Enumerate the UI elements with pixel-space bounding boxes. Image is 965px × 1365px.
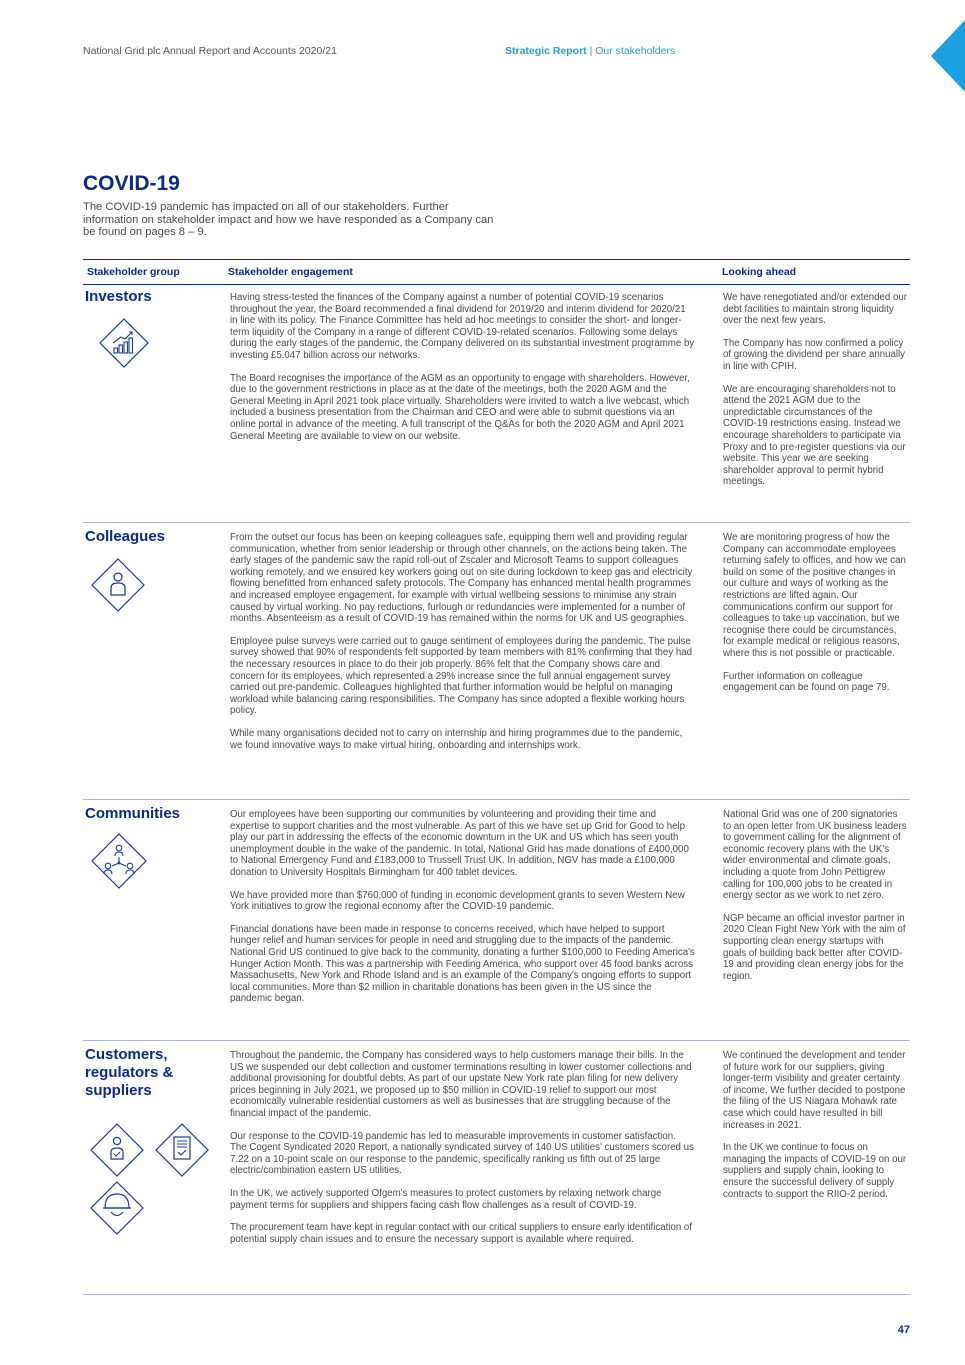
paragraph: While many organisations decided not to carry on internship and hiring programmes due to the pandemic, we found innovative ways to make virtual hiring, onboarding and internships work. bbox=[230, 727, 683, 751]
paragraph: The procurement team have kept in regular contact with our critical suppliers to ensure early identification of potential supply chain issues and to ensure the necessary support is available where required. bbox=[230, 1222, 693, 1245]
paragraph: We are encouraging shareholders not to attend the 2021 AGM due to the unpredictable circumstances of the COVID-19 restrictions easing. Instead we encourage shareholders to participate via Proxy and to pre-register questions via our website. This year we are seeking shareholder approval to permit hybrid meetings. bbox=[723, 383, 906, 488]
intro-paragraph: The COVID-19 pandemic has impacted on all of our stakeholders. Further information on stakeholder impact and how we have responded as a Company can be found on pages 8 – 9. bbox=[83, 201, 494, 238]
subsection-label[interactable]: Our stakeholders bbox=[595, 45, 676, 57]
paragraph: Throughout the pandemic, the Company has considered ways to help customers manage their bills. In the US we suspended our debt collection and customer terminations resulting in lower customer collections and additional provisioning for doubtful debts. As part of our upstate New York rate plan filing for new delivery prices beginning in July 2021, we proposed up to $50 million in COVID-19 relief to support our most economically vulnerable residential customers as well as businesses that are struggling because of the financial impact of the pandemic. bbox=[230, 1050, 692, 1119]
paragraph: We continued the development and tender of future work for our suppliers, giving longer-term visibility and greater certainty of income. We further decided to postpone the filing of the US Niagara Mohawk rate case which could have resulted in bill increases in 2021. bbox=[723, 1050, 906, 1131]
bar-chart-growth-icon bbox=[99, 318, 149, 368]
page-number: 47 bbox=[897, 1324, 910, 1336]
paragraph: We have provided more than $760,000 of funding in economic development grants to seven Western New York initiatives to grow the regional economy after the COVID-19 pandemic. bbox=[230, 889, 685, 913]
looking-ahead-text bbox=[723, 1050, 908, 1211]
table-row-communities bbox=[83, 801, 910, 1041]
looking-ahead-text bbox=[723, 292, 908, 499]
section-label[interactable]: Strategic Report bbox=[505, 45, 587, 57]
community-network-icon bbox=[91, 833, 147, 889]
report-title: National Grid plc Annual Report and Accounts 2020/21 bbox=[83, 45, 337, 57]
col-header-ahead: Looking ahead bbox=[722, 266, 797, 278]
group-title: Investors bbox=[85, 288, 152, 305]
table-row-investors bbox=[83, 284, 910, 523]
paragraph: National Grid was one of 200 signatories to an open letter from UK business leaders to government calling for the alignment of economic recovery plans with the UK's wider environmental and climate goals, including a quote from John Pettigrew calling for 100,000 jobs to be created in energy sector as we work to net zero. bbox=[723, 809, 907, 902]
breadcrumb-separator: | bbox=[586, 45, 596, 57]
paragraph: Having stress-tested the finances of the Company against a number of potential COVID-19 scenarios throughout the year, the Board recommended a final dividend for 2019/20 and interim dividend for 2020/21 in line with its policy. The Finance Committee has held ad hoc meetings to consider the short- and longer-term liquidity of the Company in a range of different COVID-19-related scenarios. Following some delays during the early stages of the pandemic, the Company delivered on its substantial investment programme by investing £5.047 billion across our networks. bbox=[230, 292, 695, 361]
table-header bbox=[83, 259, 910, 285]
paragraph: NGP became an official investor partner in 2020 Clean Fight New York with the aim of supporting clean energy startups with goals of building back better after COVID-19 and providing clean energy jobs for the region. bbox=[723, 912, 906, 982]
paragraph: Financial donations have been made in response to concerns received, which have helped to support hunger relief and human services for people in need and struggling due to the impacts of the pandemic. National Grid US continued to give back to the community, donating a further $100,000 to Feeding America's Hunger Action Month. This was a partnership with Feeding America, who support over 45 food banks across Massachusetts, New York and Rhode Island and is an example of the Company's ongoing efforts to support local communities. More than $2 million in charitable donations has been given in the US since the pandemic began. bbox=[230, 923, 695, 1005]
col-header-group: Stakeholder group bbox=[87, 266, 180, 278]
section-breadcrumb bbox=[505, 45, 675, 57]
paragraph: We have renegotiated and/or extended our debt facilities to maintain strong liquidity over the next few years. bbox=[723, 292, 908, 327]
paragraph: From the outset our focus has been on keeping colleagues safe, equipping them well and providing regular communication, whether from senior leadership or through other channels, on the actions being taken. The early stages of the pandemic saw the rapid roll-out of Zscaler and Microsoft Teams to support colleagues working remotely, and we ensured key workers going out on site during lockdown to keep gas and electricity flowing benefitted from enhanced safety protocols. The Company has enhanced mental health programmes and increased employee engagement, for example with virtual wellbeing sessions to minimise any strain caused by virtual working. No pay reductions, furlough or redundancies were implemented for a number of months. Absenteeism as a result of COVID-19 has remained within the norms for UK and US geographies. bbox=[230, 532, 693, 625]
col-header-engagement: Stakeholder engagement bbox=[228, 266, 353, 278]
supplier-hardhat-icon bbox=[91, 1182, 143, 1234]
engagement-text bbox=[230, 1050, 695, 1256]
paragraph: Employee pulse surveys were carried out to gauge sentiment of employees during the pandemic. The pulse survey showed that 90% of respondents felt supported by team members with 81% confirming that they had the necessary resources in place to do their job properly. 86% felt that the Company shows care and concern for its employees, which represented a 29% increase since the full annual engagement survey carried out pre-pandemic. Colleagues highlighted that further information would be helpful on managing workload while balancing caring responsibilities. The Company has since adopted a flexible working hours policy. bbox=[230, 635, 693, 717]
paragraph: In the UK we continue to focus on managing the impacts of COVID-19 on our suppliers and supply chain, looking to ensure the successful delivery of supply contracts to support the RIIO-2 period. bbox=[723, 1142, 907, 1200]
engagement-text bbox=[230, 292, 695, 453]
looking-ahead-text bbox=[723, 809, 908, 993]
engagement-text bbox=[230, 809, 695, 1016]
page-corner-tab[interactable] bbox=[931, 20, 965, 92]
paragraph: Our employees have been supporting our communities by volunteering and providing their time and expertise to support charities and the most vulnerable. As part of this we have set up Grid for Good to help play our part in addressing the effects of the economic downturn in the UK and US which has seen youth unemployment double in the wake of the pandemic. In total, National Grid has made donations of £400,000 to National Emergency Fund and £183,000 to Trussell Trust UK. In addition, NGV has made a £100,000 donation to University Hospitals Birmingham for 400 tablet devices. bbox=[230, 809, 689, 878]
group-title: Customers, regulators & suppliers bbox=[85, 1046, 174, 1099]
paragraph: We are monitoring progress of how the Company can accommodate employees returning safely to offices, and how we can build on some of the positive changes in our culture and ways of working as the restrictions are lifted again. Our communications confirm our support for colleagues to take up vaccination, but we recognise there could be circumstances, for example medical or religious reasons, where this is not possible or practicable. bbox=[723, 532, 906, 659]
customer-icon bbox=[91, 1124, 143, 1176]
paragraph: Further information on colleague engagement can be found on page 79. bbox=[723, 670, 890, 694]
table-row-customers-regulators-suppliers bbox=[83, 1042, 910, 1295]
table-row-colleagues bbox=[83, 524, 910, 800]
group-title: Communities bbox=[85, 805, 181, 822]
engagement-text bbox=[230, 532, 695, 762]
paragraph: The Board recognises the importance of the AGM as an opportunity to engage with shareholders. However, due to the government restrictions in place as at the date of the meetings, both the 2020 AGM and the General Meeting in April 2021 took place virtually. Shareholders were invited to watch a live webcast, which included a business presentation from the Chairman and CEO and were able to submit questions via an online portal in advance of the meeting. A full transcript of the Q&As for both the 2020 AGM and April 2021 General Meeting are available to view on our website. bbox=[230, 372, 690, 442]
paragraph: The Company has now confirmed a policy of growing the dividend per share annually in line with CPIH. bbox=[723, 337, 906, 372]
looking-ahead-text bbox=[723, 532, 908, 705]
regulator-document-icon bbox=[156, 1124, 208, 1176]
paragraph: Our response to the COVID-19 pandemic has led to measurable improvements in customer satisfaction. The Cogent Syndicated 2020 Report, a nationally syndicated survey of 140 US utilities' customers scored us 7.22 on a 10-point scale on our response to the pandemic, specifically ranking us fifth out of 25 large electric/combination eastern US utilities. bbox=[230, 1130, 694, 1177]
page-title: COVID-19 bbox=[83, 172, 180, 195]
person-icon bbox=[91, 558, 145, 612]
paragraph: In the UK, we actively supported Ofgem's measures to protect customers by relaxing network charge payment terms for suppliers and shippers facing cash flow challenges as a result of COVID-19. bbox=[230, 1187, 662, 1211]
group-title: Colleagues bbox=[85, 528, 166, 545]
customer-regulator-supplier-icons bbox=[85, 1120, 211, 1238]
